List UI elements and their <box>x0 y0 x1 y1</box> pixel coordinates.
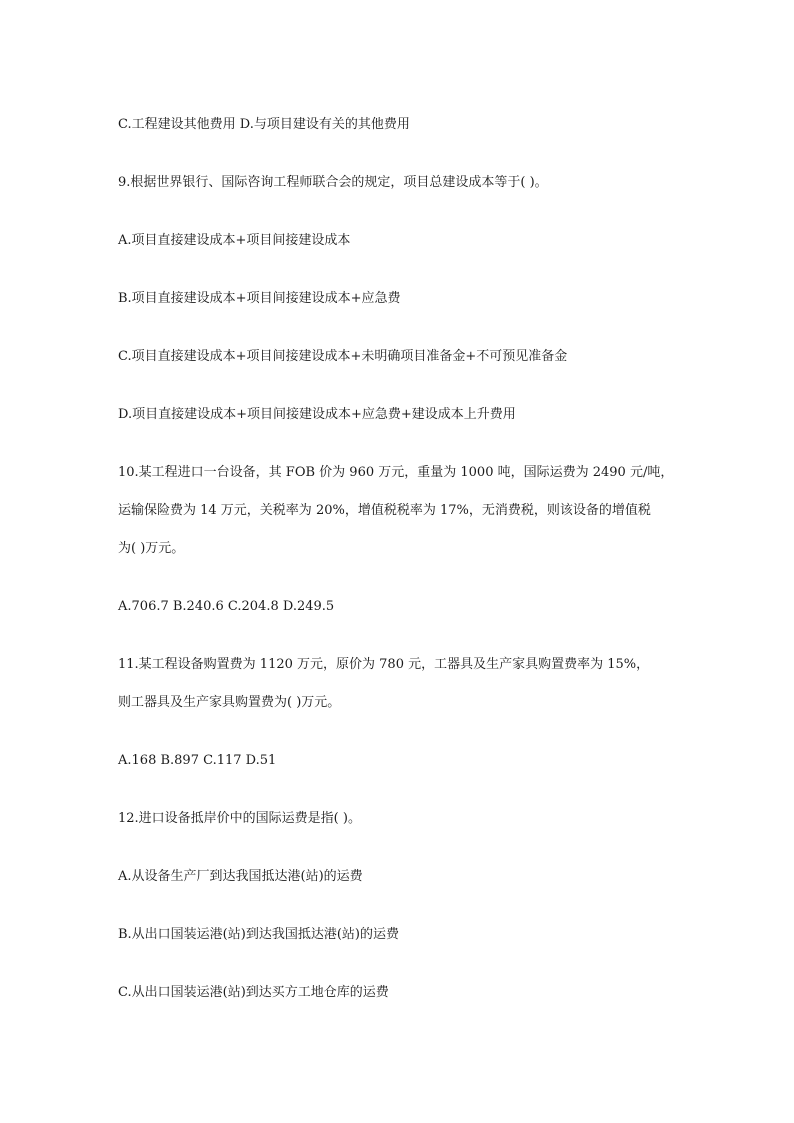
option-9d: D.项目直接建设成本+项目间接建设成本+应急费+建设成本上升费用 <box>118 407 516 422</box>
option-line-8c-8d: C.工程建设其他费用 D.与项目建设有关的其他费用 <box>118 117 410 132</box>
options-10: A.706.7 B.240.6 C.204.8 D.249.5 <box>118 599 335 614</box>
option-12c: C.从出口国装运港(站)到达买方工地仓库的运费 <box>118 985 389 1000</box>
question-11-line-1: 11.某工程设备购置费为 1120 万元，原价为 780 元，工器具及生产家具购置费率为 15%， <box>118 657 650 672</box>
question-10-line-1: 10.某工程进口一台设备，其 FOB 价为 960 万元，重量为 1000 吨，国际运费为 2490 元/吨， <box>118 465 674 480</box>
option-12a: A.从设备生产厂到达我国抵达港(站)的运费 <box>118 869 363 884</box>
question-11-line-2: 则工器具及生产家具购置费为( )万元。 <box>118 695 341 710</box>
question-10-line-2: 运输保险费为 14 万元，关税率为 20%，增值税税率为 17%，无消费税，则该设备的增值税 <box>118 503 651 518</box>
question-9: 9.根据世界银行、国际咨询工程师联合会的规定，项目总建设成本等于( )。 <box>118 175 548 190</box>
option-9c: C.项目直接建设成本+项目间接建设成本+未明确项目准备金+不可预见准备金 <box>118 349 568 364</box>
question-12: 12.进口设备抵岸价中的国际运费是指( )。 <box>118 811 361 826</box>
option-12b: B.从出口国装运港(站)到达我国抵达港(站)的运费 <box>118 927 399 942</box>
option-9b: B.项目直接建设成本+项目间接建设成本+应急费 <box>118 291 401 306</box>
options-11: A.168 B.897 C.117 D.51 <box>118 753 277 768</box>
option-9a: A.项目直接建设成本+项目间接建设成本 <box>118 233 351 248</box>
question-10-line-3: 为( )万元。 <box>118 541 185 556</box>
